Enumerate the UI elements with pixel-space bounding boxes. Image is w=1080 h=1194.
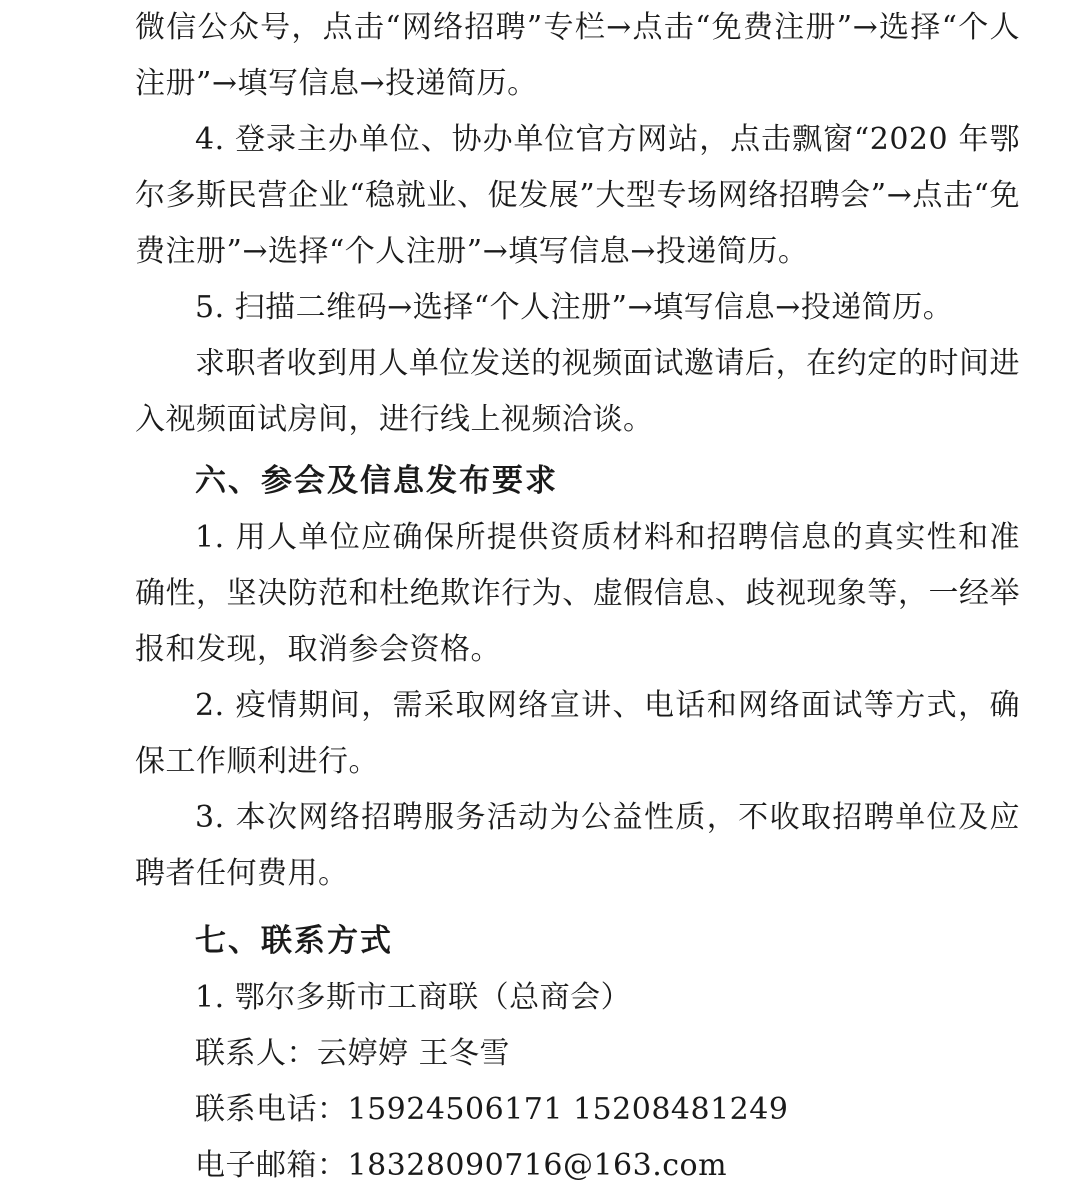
paragraph-item-5: 5. 扫描二维码→选择“个人注册”→填写信息→投递简历。 — [195, 290, 954, 325]
section-six-item-2: 2. 疫情期间，需采取网络宣讲、电话和网络面试等方式，确保工作顺利进行。 — [135, 688, 1020, 779]
section-heading-six: 六、参会及信息发布要求 — [195, 463, 558, 499]
spacer — [135, 902, 1020, 912]
paragraph-wechat-flow: 微信公众号，点击“网络招聘”专栏→点击“免费注册”→选择“个人注册”→填写信息→投递简历。 — [135, 10, 1020, 101]
section-six-item-1: 1. 用人单位应确保所提供资质材料和招聘信息的真实性和准确性，坚决防范和杜绝欺诈行为、虚假信息、歧视现象等，一经举报和发现，取消参会资格。 — [135, 520, 1020, 667]
contact-person: 联系人：云婷婷 王冬雪 — [195, 1036, 511, 1071]
contact-phone: 联系电话：15924506171 15208481249 — [195, 1092, 789, 1127]
section-six-item-3: 3. 本次网络招聘服务活动为公益性质，不收取招聘单位及应聘者任何费用。 — [135, 800, 1020, 891]
paragraph-interview-note: 求职者收到用人单位发送的视频面试邀请后，在约定的时间进入视频面试房间，进行线上视频洽谈。 — [135, 346, 1020, 437]
contact-organization: 1. 鄂尔多斯市工商联（总商会） — [195, 980, 632, 1015]
paragraph-item-4: 4. 登录主办单位、协办单位官方网站，点击飘窗“2020 年鄂尔多斯民营企业“稳就业、促发展”大型专场网络招聘会”→点击“免费注册”→选择“个人注册”→填写信息→投递简历。 — [135, 122, 1020, 269]
contact-email: 电子邮箱：18328090716@163.com — [195, 1148, 728, 1183]
section-heading-seven: 七、联系方式 — [195, 923, 393, 959]
